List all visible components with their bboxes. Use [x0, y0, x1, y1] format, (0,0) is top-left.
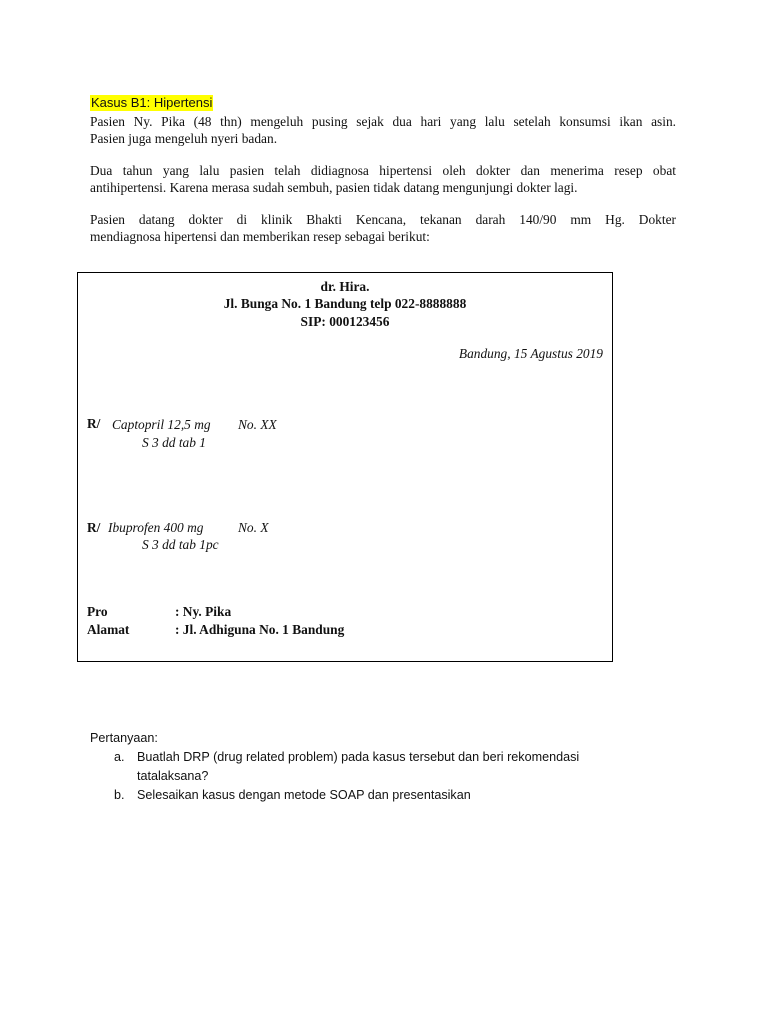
case-paragraph-history	[90, 162, 676, 196]
question-item	[90, 748, 650, 786]
question-text: Selesaikan kasus dengan metode SOAP dan presentasikan	[137, 788, 471, 802]
rx-signa: S 3 dd tab 1pc	[142, 537, 219, 552]
patient-name: : Ny. Pika	[175, 604, 232, 619]
prescription-box	[77, 272, 613, 662]
rx-drug-name: Captopril 12,5 mg	[112, 417, 211, 432]
paragraph-line: Pasien Ny. Pika (48 thn) mengeluh pusing sejak dua hari yang lalu setelah konsumsi ikan asin.	[90, 114, 676, 129]
paragraph-line: Dua tahun yang lalu pasien telah didiagnosa hipertensi oleh dokter dan menerima resep obat	[90, 163, 676, 178]
case-paragraph-visit	[90, 211, 676, 245]
prescription-doctor-name: dr. Hira.	[320, 279, 370, 294]
question-text: Buatlah DRP (drug related problem) pada kasus tersebut dan beri rekomendasi	[137, 750, 580, 764]
question-marker: b.	[114, 788, 125, 802]
paragraph-line: Pasien datang dokter di klinik Bhakti Kencana, tekanan darah 140/90 mm Hg. Dokter	[90, 212, 676, 227]
question-item	[90, 786, 650, 805]
paragraph-line: Pasien juga mengeluh nyeri badan.	[90, 131, 278, 146]
paragraph-line: antihipertensi. Karena merasa sudah sembuh, pasien tidak datang mengunjungi dokter lagi.	[90, 180, 578, 195]
rx-marker: R/	[87, 520, 101, 535]
patient-pro-label: Pro	[87, 604, 108, 619]
patient-address-label: Alamat	[87, 622, 130, 637]
rx-marker: R/	[87, 416, 101, 431]
rx-signa: S 3 dd tab 1	[142, 435, 206, 450]
questions-section	[90, 729, 650, 805]
case-paragraph-symptoms	[90, 113, 676, 147]
questions-heading: Pertanyaan:	[90, 731, 158, 745]
prescription-clinic-address: Jl. Bunga No. 1 Bandung telp 022-8888888	[223, 296, 467, 311]
question-text: tatalaksana?	[137, 769, 209, 783]
patient-address: : Jl. Adhiguna No. 1 Bandung	[175, 622, 345, 637]
question-marker: a.	[114, 750, 125, 764]
case-title: Kasus B1: Hipertensi	[91, 95, 213, 110]
prescription-date: Bandung, 15 Agustus 2019	[458, 346, 603, 361]
rx-drug-name: Ibuprofen 400 mg	[108, 520, 204, 535]
prescription-sip-number: SIP: 000123456	[300, 314, 390, 329]
paragraph-line: mendiagnosa hipertensi dan memberikan resep sebagai berikut:	[90, 229, 430, 244]
rx-quantity: No. XX	[238, 417, 277, 432]
rx-quantity: No. X	[238, 520, 269, 535]
